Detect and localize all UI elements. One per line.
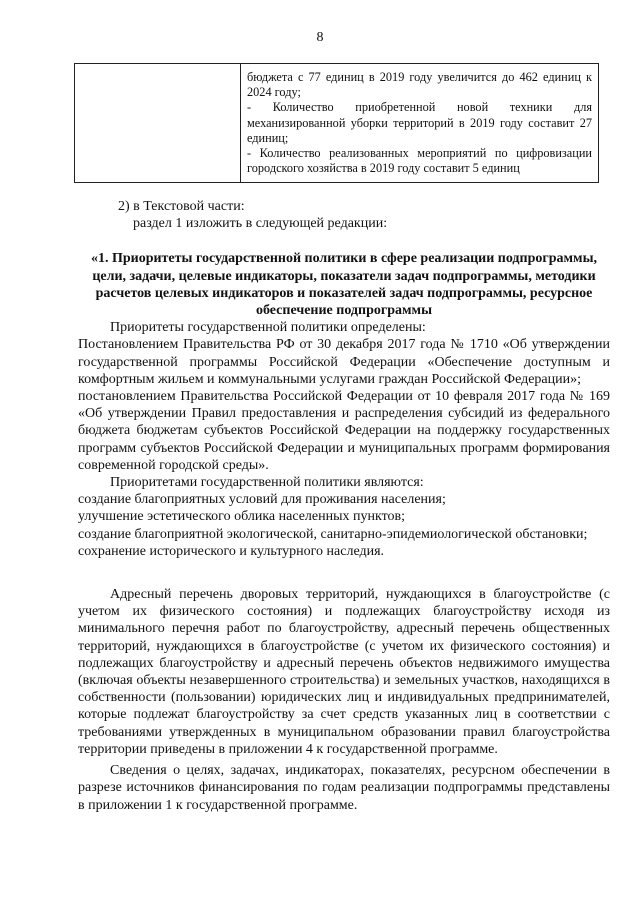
info-paragraph: Сведения о целях, задачах, индикаторах, показателях, ресурсном обеспечении в разрезе источников финансирования по годам реализации подпрограммы представлены в приложении 1 к государственной программе. (78, 763, 610, 813)
section-title: «1. Приоритеты государственной политики в сфере реализации подпрограммы, цели, задачи, целевые индикаторы, показатели задач подпрограммы, методики расчетов целевых индикаторов и показателей задач подпрограммы, ресурсное обеспечение подпрограммы (90, 251, 598, 319)
table-empty-cell (75, 64, 241, 182)
table-line: - Количество реализованных мероприятий по цифровизации городского хозяйства в 2019 году составит 5 единиц (247, 146, 592, 176)
page-number: 8 (316, 30, 324, 45)
table-line: - Количество приобретенной новой техники для механизированной уборки территорий в 2019 году составит 27 единиц; (247, 100, 592, 145)
decree-1710: Постановлением Правительства РФ от 30 декабря 2017 года № 1710 «Об утверждении государственной программы Российской Федерации «Обеспечение доступным и комфортным жильем и коммунальными услугами граждан Российской Федерации»; (78, 337, 610, 387)
priority-item: улучшение эстетического облика населенных пунктов; (78, 509, 406, 525)
amendment-item: 2) в Текстовой части: (118, 199, 245, 214)
address-list-paragraph: Адресный перечень дворовых территорий, нуждающихся в благоустройстве (с учетом их физического состояния) и подлежащих благоустройству исходя из минимального перечня работ по благоустройству, адресный перечень общественных территорий, нуждающихся в благоустройстве (с учетом их физического состояния) и подлежащих благоустройству и адресный перечень объектов недвижимого имущества (включая объекты незавершенного строительства) и земельных участков, находящихся в собственности (пользовании) юридических лиц и индивидуальных предпринимателей, которые подлежат благоустройству за счет средств указанных лиц в соответствии с требованиями утвержденных в муниципальном образовании правил благоустройства территории приведены в приложении 4 к государственной программе. (78, 587, 610, 757)
document-body (78, 198, 610, 814)
table-line: бюджета с 77 единиц в 2019 году увеличится до 462 единиц к 2024 году; (247, 70, 592, 100)
amendment-subitem: раздел 1 изложить в следующей редакции: (133, 216, 388, 232)
priority-item: сохранение исторического и культурного наследия. (78, 543, 385, 559)
priorities-list-intro: Приоритетами государственной политики являются: (110, 475, 424, 491)
continuation-table (74, 63, 599, 183)
table-indicators-cell (241, 64, 598, 182)
priority-item: создание благоприятной экологической, санитарно-эпидемиологической обстановки; (78, 526, 588, 542)
priority-item: создание благоприятных условий для проживания населения; (78, 492, 446, 508)
decree-169: постановлением Правительства Российской Федерации от 10 февраля 2017 года № 169 «Об утверждении Правил предоставления и распределения субсидий из федерального бюджета бюджетам субъектов Российской Федерации на поддержку государственных программ субъектов Российской Федерации и муниципальных программ формирования современной городской среды». (78, 389, 610, 473)
priorities-intro: Приоритеты государственной политики определены: (110, 320, 426, 336)
